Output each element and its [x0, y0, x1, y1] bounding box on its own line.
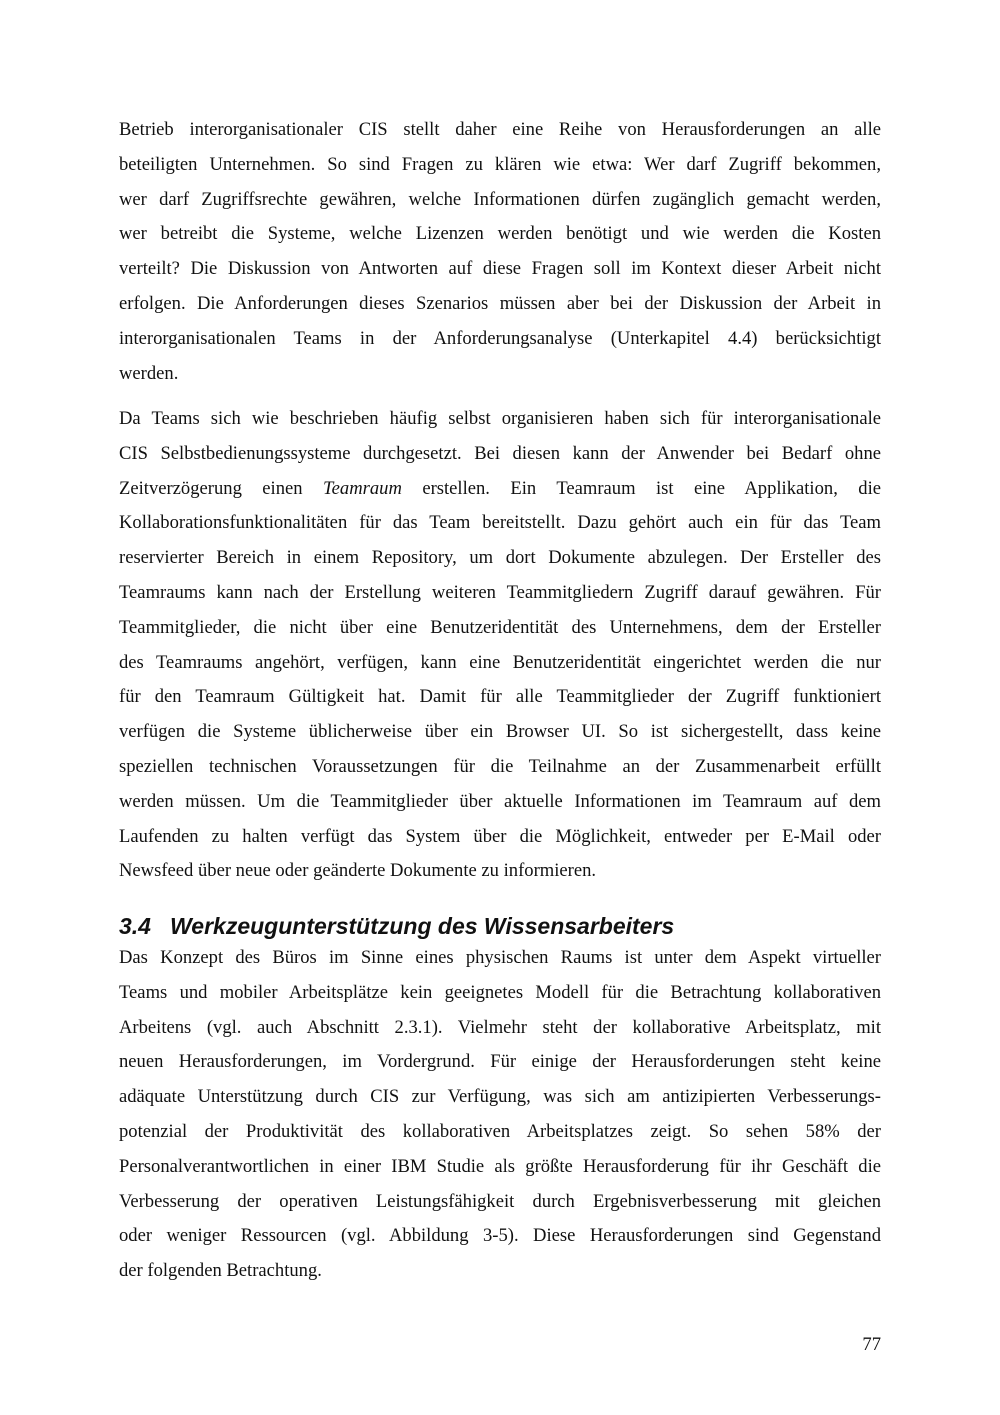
- text-line: adäquate Unterstützung durch CIS zur Verfügung, was sich am antizipierten Verbesserungs-: [119, 1086, 881, 1108]
- text-line: speziellen technischen Voraussetzungen für die Teilnahme an der Zusammenarbeit erfüllt: [119, 755, 881, 777]
- text-line: Verbesserung der operativen Leistungsfähigkeit durch Ergebnisverbesserung mit gleichen: [119, 1190, 881, 1212]
- text-line: neuen Herausforderungen, im Vordergrund. Für einige der Herausforderungen steht keine: [119, 1051, 881, 1073]
- text-line: oder weniger Ressourcen (vgl. Abbildung 3-5). Diese Herausforderungen sind Gegenstand: [119, 1225, 881, 1247]
- paragraph-1: [119, 113, 881, 391]
- section-heading: [119, 909, 881, 943]
- text-line-with-emphasis: [119, 472, 881, 507]
- text-line: Arbeitens (vgl. auch Abschnitt 2.3.1). Vielmehr steht der kollaborative Arbeitsplatz, mit: [119, 1016, 881, 1038]
- text-line: verteilt? Die Diskussion von Antworten auf diese Fragen soll im Kontext dieser Arbeit nicht: [119, 258, 881, 280]
- text-line: wer betreibt die Systeme, welche Lizenzen werden benötigt und wie werden die Kosten: [119, 223, 881, 245]
- text-line: Newsfeed über neue oder geänderte Dokumente zu informieren.: [119, 860, 597, 882]
- section-title: Werkzeugunterstützung des Wissensarbeiters: [170, 913, 675, 939]
- text-line: Das Konzept des Büros im Sinne eines physischen Raums ist unter dem Aspekt virtueller: [119, 947, 881, 968]
- text-line: interorganisationalen Teams in der Anforderungsanalyse (Unterkapitel 4.4) berücksichtigt: [119, 327, 881, 349]
- text-line: beteiligten Unternehmen. So sind Fragen zu klären wie etwa: Wer darf Zugriff bekommen,: [119, 153, 881, 175]
- text-line: Personalverantwortlichen in einer IBM Studie als größte Herausforderung für ihr Geschäft die: [119, 1155, 881, 1177]
- text-line: werden.: [119, 362, 179, 384]
- text-line: verfügen die Systeme üblicherweise über ein Browser UI. So ist sichergestellt, dass keine: [119, 721, 881, 743]
- text-line: Kollaborationsfunktionalitäten für das Team bereitstellt. Dazu gehört auch ein für das Team: [119, 512, 881, 534]
- text-line: Teamraums kann nach der Erstellung weiteren Teammitgliedern Zugriff darauf gewähren. Für: [119, 581, 881, 603]
- page-number: 77: [862, 1334, 881, 1355]
- section-number: 3.4: [119, 913, 151, 939]
- text-segment: erstellen. Ein Teamraum ist eine Applikation, die: [401, 477, 881, 499]
- text-line: Laufenden zu halten verfügt das System über die Möglichkeit, entweder per E-Mail oder: [119, 825, 881, 847]
- emphasized-term: Teamraum: [323, 477, 402, 499]
- paragraph-3: [119, 941, 881, 1289]
- text-line: Teammitglieder, die nicht über eine Benutzeridentität des Unternehmens, dem der Ersteller: [119, 616, 881, 638]
- text-line: Betrieb interorganisationaler CIS stellt daher eine Reihe von Herausforderungen an alle: [119, 119, 881, 140]
- text-line: reservierter Bereich in einem Repository, um dort Dokumente abzulegen. Der Ersteller des: [119, 547, 881, 569]
- text-line: für den Teamraum Gültigkeit hat. Damit für alle Teammitglieder der Zugriff funktioniert: [119, 686, 881, 708]
- text-line: der folgenden Betrachtung.: [119, 1260, 322, 1282]
- text-line: Da Teams sich wie beschrieben häufig selbst organisieren haben sich für interorganisationale: [119, 408, 881, 429]
- text-line: wer darf Zugriffsrechte gewähren, welche Informationen dürfen zugänglich gemacht werden,: [119, 188, 881, 210]
- text-line: potenzial der Produktivität des kollaborativen Arbeitsplatzes zeigt. So sehen 58% der: [119, 1120, 881, 1142]
- text-line: erfolgen. Die Anforderungen dieses Szenarios müssen aber bei der Diskussion der Arbeit in: [119, 292, 881, 314]
- paragraph-2: [119, 402, 881, 889]
- text-line: des Teamraums angehört, verfügen, kann eine Benutzeridentität eingerichtet werden die nur: [119, 651, 881, 673]
- text-line: Teams und mobiler Arbeitsplätze kein geeignetes Modell für die Betrachtung kollaborativen: [119, 981, 881, 1003]
- text-line: werden müssen. Um die Teammitglieder über aktuelle Informationen im Teamraum auf dem: [119, 790, 881, 812]
- text-segment: Zeitverzögerung einen: [119, 477, 324, 499]
- text-line: CIS Selbstbedienungssysteme durchgesetzt. Bei diesen kann der Anwender bei Bedarf ohne: [119, 442, 881, 464]
